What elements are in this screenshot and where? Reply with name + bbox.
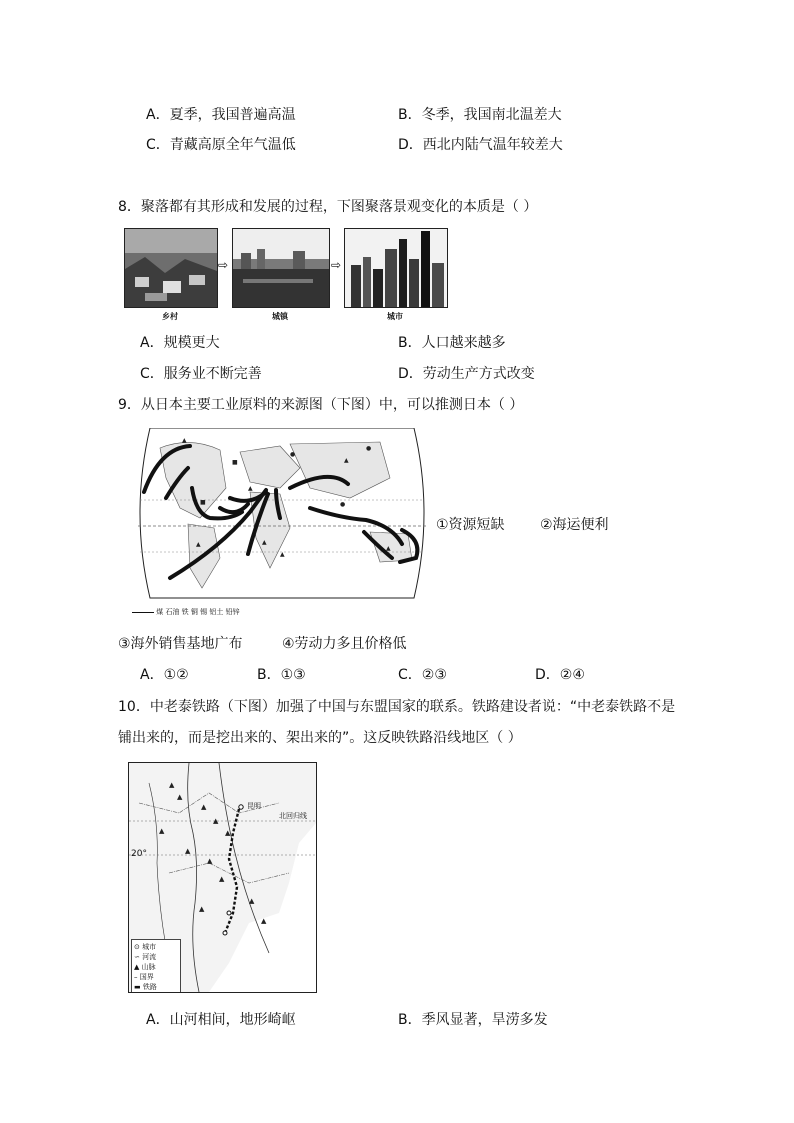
q10-option-a: A．山河相间，地形崎岖 [146,1012,296,1028]
q9-option-d: D．②④ [535,667,585,683]
svg-text:●: ● [340,501,346,508]
q9-statement-1: ①资源短缺 [436,517,505,533]
svg-text:▲: ▲ [182,437,187,444]
q7-option-a: A．夏季，我国普遍高温 [146,107,296,123]
svg-text:▲: ▲ [261,917,267,925]
q9-option-a: A．①② [140,667,189,683]
q8-option-b: B．人口越来越多 [398,335,506,351]
svg-text:▲: ▲ [207,857,213,865]
map-legend [132,607,240,617]
q7-option-d: D．西北内陆气温年较差大 [398,137,563,153]
q7-option-c: C．青藏高原全年气温低 [146,137,296,153]
map-label-tropic: 北回归线 [279,812,307,820]
q8-option-d: D．劳动生产方式改变 [398,366,535,382]
q10-stem-line-1: 10．中老泰铁路（下图）加强了中国与东盟国家的联系。铁路建设者说：“中老泰铁路不是 [118,699,676,715]
q9-statement-2: ②海运便利 [540,517,609,533]
figure-label-village: 乡村 [162,312,178,321]
arrow-icon: ⇨ [331,258,342,272]
legend-railway: 铁路 [142,983,157,991]
q8-stem: 8．聚落都有其形成和发展的过程，下图聚落景观变化的本质是（ ） [118,199,538,215]
svg-text:▲: ▲ [213,817,219,825]
svg-text:●: ● [290,451,296,458]
legend-border: 国界 [139,973,154,981]
q9-statement-3: ③海外销售基地广布 [118,636,243,652]
q8-option-c: C．服务业不断完善 [140,366,262,382]
village-photo [124,228,218,308]
figure-label-city: 城市 [387,312,403,321]
legend-mountain: 山脉 [141,963,156,971]
svg-text:▲: ▲ [248,485,253,492]
map-legend-text: 煤 石油 铁 铜 锡 铝土 铅锌 [156,608,240,616]
svg-text:■: ■ [232,459,238,466]
svg-text:▲: ▲ [280,551,285,558]
q9-option-c: C．②③ [398,667,447,683]
svg-text:■: ■ [200,499,206,506]
svg-text:▲: ▲ [199,905,205,913]
svg-text:▲: ▲ [201,803,207,811]
svg-text:▲: ▲ [185,847,191,855]
svg-text:▲: ▲ [219,875,225,883]
svg-text:▲: ▲ [177,793,183,801]
q7-option-b: B．冬季，我国南北温差大 [398,107,562,123]
city-photo [344,228,448,308]
q8-option-a: A．规模更大 [140,335,220,351]
railway-map-legend: ⊙ 城市 ∽ 河流 ▲ 山脉 – 国界 ▬ 铁路 [131,939,181,993]
svg-text:▲: ▲ [344,457,349,464]
map-label-lat: 20° [131,849,147,859]
svg-text:▲: ▲ [386,545,391,552]
q9-stem: 9．从日本主要工业原料的来源图（下图）中，可以推测日本（ ） [118,397,524,413]
q9-statement-4: ④劳动力多且价格低 [282,636,407,652]
town-photo [232,228,330,308]
svg-text:▲: ▲ [249,897,255,905]
q9-option-b: B．①③ [257,667,306,683]
q10-stem-line-2: 铺出来的，而是挖出来的、架出来的”。这反映铁路沿线地区（ ） [118,730,522,746]
legend-city: 城市 [142,943,157,951]
svg-text:▲: ▲ [169,781,175,789]
legend-river: 河流 [142,953,157,961]
svg-text:▲: ▲ [159,827,165,835]
arrow-icon: ⇨ [218,258,229,272]
svg-text:▲: ▲ [225,829,231,837]
svg-text:▲: ▲ [262,539,267,546]
svg-text:▲: ▲ [196,541,201,548]
japan-raw-material-map [130,428,434,624]
figure-label-town: 城镇 [272,312,288,321]
q10-option-b: B．季风显著，旱涝多发 [398,1012,548,1028]
svg-text:●: ● [366,445,372,452]
map-label-kunming: 昆明 [247,802,261,810]
railway-map [128,762,317,993]
